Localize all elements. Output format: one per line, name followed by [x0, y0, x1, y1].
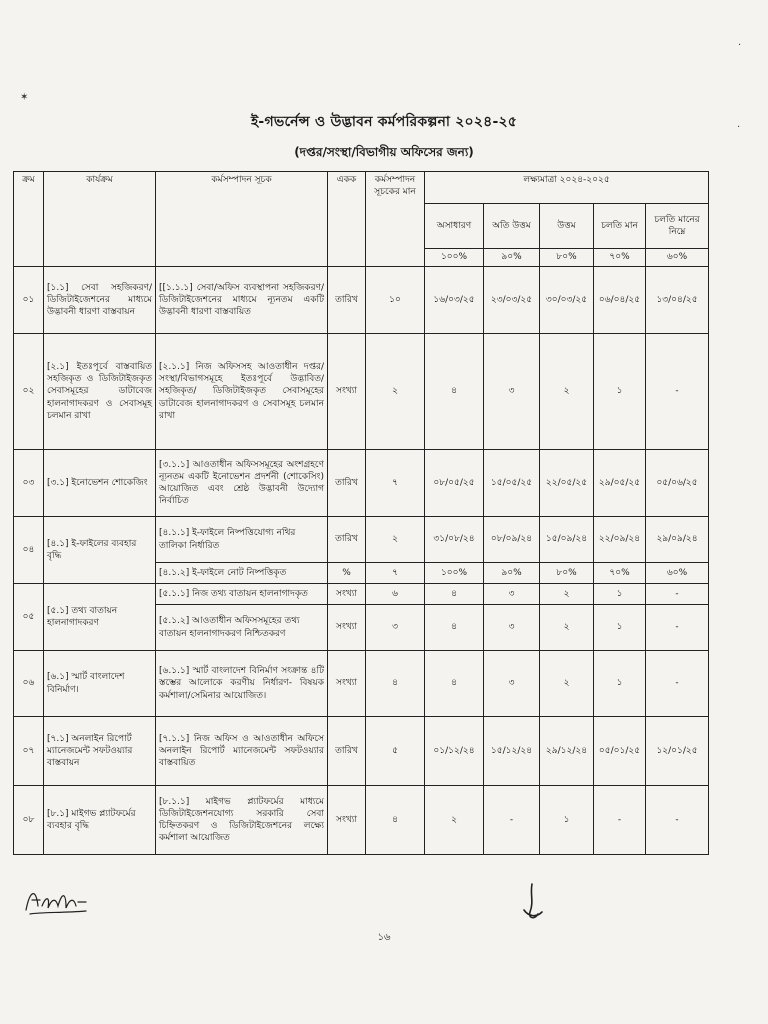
table-row: [14, 651, 709, 717]
cell-target: ৪: [425, 651, 484, 717]
cell-target: ২২/০৯/২৪: [594, 517, 646, 563]
cell-target: ০১/১২/২৪: [425, 717, 484, 786]
cell-target: ৪: [425, 605, 484, 651]
cell-value: ৪: [366, 651, 425, 717]
cell-target: -: [484, 786, 540, 855]
cell-indicator: [৪.১.২] ই-ফাইলে নোট নিষ্পত্তিকৃত: [156, 563, 328, 584]
cell-target: ১৫/১২/২৪: [484, 717, 540, 786]
cell-target: ২: [540, 584, 594, 605]
cell-target: ৩: [484, 334, 540, 450]
ink-speck: ·: [738, 40, 742, 51]
cell-value: ৩: [366, 605, 425, 651]
cell-target: ৬০%: [646, 563, 709, 584]
cell-indicator: [৭.১.১] নিজ অফিস ও আওতাধীন অফিসে অনলাইন রিপোর্ট ম্যানেজমেন্ট সফটওয়্যার বাস্তবায়িত: [156, 717, 328, 786]
table-row: [14, 334, 709, 450]
cell-indicator: [৮.১.১] মাইগভ প্ল্যাটফর্মের মাধ্যমে ডিজিটাইজেশনযোগ্য সরকারি সেবা চিহ্নিতকরণ ও ডিজিটাইজেশনের লক্ষ্যে কর্মশালা আয়োজিত: [156, 786, 328, 855]
cell-target: ১৫/০৫/২৫: [484, 450, 540, 517]
header-pct: ১০০%: [425, 249, 484, 267]
action-plan-table: [13, 171, 709, 855]
cell-target: ১৩/০৪/২৫: [646, 267, 709, 334]
header-unit: একক: [328, 172, 366, 267]
cell-unit: তারিখ: [328, 717, 366, 786]
cell-target: ১: [594, 334, 646, 450]
page-number: ১৬: [377, 932, 391, 943]
cell-target: ২২/০৫/২৫: [540, 450, 594, 517]
cell-activity: [৮.১] মাইগভ প্ল্যাটফর্মের ব্যবহার বৃদ্ধি: [44, 786, 156, 855]
cell-unit: তারিখ: [328, 517, 366, 563]
cell-value: ২: [366, 517, 425, 563]
handwritten-signature: [22, 880, 92, 920]
cell-target: ১২/০১/২৫: [646, 717, 709, 786]
cell-target: ৩: [484, 651, 540, 717]
cell-target: ২৯/০৫/২৫: [594, 450, 646, 517]
cell-target: ২: [540, 334, 594, 450]
cell-target: ০৫/০৬/২৫: [646, 450, 709, 517]
header-indicator: কর্মসম্পাদন সূচক: [156, 172, 328, 267]
cell-activity: [৩.১] ইনোভেশন শোকেজিং: [44, 450, 156, 517]
cell-indicator: [২.১.১] নিজ অফিসসহ আওতাধীন দপ্তর/সংস্থা/বিভাগসমূহে ইতঃপূর্বে উদ্ভাবিত/সহজিকৃত/ ডিজিটাইজকৃত সেবাসমূহের ডাটাবেজ হালনাগাদকরণ ও সেবাসমূহ চলমান রাখা: [156, 334, 328, 450]
table-row: [14, 517, 709, 563]
header-target-below-current: চলতি মানের নিম্নে: [646, 204, 709, 249]
cell-target: ১: [594, 584, 646, 605]
header-activity: কার্যক্রম: [44, 172, 156, 267]
cell-target: -: [646, 584, 709, 605]
cell-unit: %: [328, 563, 366, 584]
header-pct: ৬০%: [646, 249, 709, 267]
cell-serial: ০১: [14, 267, 44, 334]
cell-indicator: [৩.১.১] আওতাধীন অফিসসমূহের অংশগ্রহণে ন্যূনতম একটি ইনোভেশন প্রদর্শনী (শোকেসিং) আয়োজিত এবং শ্রেষ্ঠ উদ্ভাবনী উদ্যোগ নির্বাচিত: [156, 450, 328, 517]
cell-target: ৯০%: [484, 563, 540, 584]
cell-indicator: [[১.১.১] সেবা/অফিস ব্যবস্থাপনা সহজিকরণ/ডিজিটাইজেশনের মাধ্যমে ন্যূনতম একটি উদ্ভাবনী ধারণা বাস্তবায়িত: [156, 267, 328, 334]
cell-activity: [১.১] সেবা সহজিকরণ/ ডিজিটাইজেশনের মাধ্যমে উদ্ভাবনী ধারণা বাস্তবায়ন: [44, 267, 156, 334]
cell-target: -: [646, 651, 709, 717]
cell-target: ০৮/০৯/২৪: [484, 517, 540, 563]
header-pct: ৯০%: [484, 249, 540, 267]
ink-speck: ·: [737, 122, 741, 133]
cell-unit: সংখ্যা: [328, 651, 366, 717]
cell-target: ১: [594, 651, 646, 717]
cell-unit: তারিখ: [328, 450, 366, 517]
header-target-exceptional: অসাধারণ: [425, 204, 484, 249]
cell-value: ২: [366, 334, 425, 450]
header-target-very-good: অতি উত্তম: [484, 204, 540, 249]
cell-serial: ০৫: [14, 584, 44, 651]
cell-value: ১০: [366, 267, 425, 334]
cell-target: ২: [540, 605, 594, 651]
cell-target: ২: [540, 651, 594, 717]
cell-unit: সংখ্যা: [328, 786, 366, 855]
cell-target: ৩০/০৩/২৫: [540, 267, 594, 334]
cell-target: ২৯/১২/২৪: [540, 717, 594, 786]
table-row: [14, 584, 709, 605]
cell-serial: ০২: [14, 334, 44, 450]
cell-serial: ০৭: [14, 717, 44, 786]
cell-serial: ০৪: [14, 517, 44, 584]
cell-target: -: [646, 334, 709, 450]
cell-unit: সংখ্যা: [328, 605, 366, 651]
cell-indicator: [৬.১.১] স্মার্ট বাংলাদেশ বিনির্মাণ সংক্রান্ত ৪টি স্তম্ভের আলোকে করণীয় নির্ধারণ- বিষয়ক কর্মশালা/সেমিনার আয়োজিত।: [156, 651, 328, 717]
cell-value: ৬: [366, 584, 425, 605]
cell-value: ৭: [366, 563, 425, 584]
cell-target: ১৫/০৯/২৪: [540, 517, 594, 563]
cell-indicator: [৫.১.১] নিজ তথ্য বাতায়ন হালনাগাদকৃত: [156, 584, 328, 605]
cell-activity: [৬.১] স্মার্ট বাংলাদেশ বিনির্মাণ।: [44, 651, 156, 717]
cell-target: ১০০%: [425, 563, 484, 584]
document-subtitle: (দপ্তর/সংস্থা/বিভাগীয় অফিসের জন্য): [294, 145, 474, 159]
cell-target: ৩: [484, 584, 540, 605]
cell-target: ৩: [484, 605, 540, 651]
cell-target: ১: [594, 605, 646, 651]
ink-speck: ✶: [20, 92, 29, 103]
cell-target: ২: [425, 786, 484, 855]
cell-value: ৪: [366, 786, 425, 855]
cell-target: ৩১/০৮/২৪: [425, 517, 484, 563]
handwritten-initial: [518, 882, 546, 924]
cell-target: ৪: [425, 334, 484, 450]
cell-target: ০৫/০১/২৫: [594, 717, 646, 786]
cell-target: ২৩/০৩/২৫: [484, 267, 540, 334]
cell-value: ৫: [366, 717, 425, 786]
header-pct: ৭০%: [594, 249, 646, 267]
cell-activity: [৫.১] তথ্য বাতায়ন হালনাগাদকরণ: [44, 584, 156, 651]
cell-target: ২৯/০৯/২৪: [646, 517, 709, 563]
cell-target: -: [646, 605, 709, 651]
header-serial: ক্রম: [14, 172, 44, 267]
table-row: [14, 717, 709, 786]
cell-target: -: [646, 786, 709, 855]
cell-activity: [৪.১] ই-ফাইলের ব্যবহার বৃদ্ধি: [44, 517, 156, 584]
header-target-current: চলতি মান: [594, 204, 646, 249]
cell-activity: [৭.১] অনলাইন রিপোর্ট ম্যানেজমেন্ট সফটওয়্যার বাস্তবায়ন: [44, 717, 156, 786]
header-target-group: লক্ষ্যমাত্রা ২০২৪-২০২৫: [425, 172, 709, 204]
cell-target: ১৬/০৩/২৫: [425, 267, 484, 334]
cell-target: ৪: [425, 584, 484, 605]
cell-serial: ০৬: [14, 651, 44, 717]
table-row: [14, 786, 709, 855]
document-title: ই-গভর্নেন্স ও উদ্ভাবন কর্মপরিকল্পনা ২০২৪-২৫: [250, 114, 518, 130]
cell-serial: ০৮: [14, 786, 44, 855]
header-pct: ৮০%: [540, 249, 594, 267]
cell-indicator: [৪.১.১] ই-ফাইলে নিষ্পত্তিযোগ্য নথির তালিকা নির্ধারিত: [156, 517, 328, 563]
cell-indicator: [৫.১.২] আওতাধীন অফিসসমূহের তথ্য বাতায়ন হালনাগাদকরণ নিশ্চিতকরণ: [156, 605, 328, 651]
cell-target: ১: [540, 786, 594, 855]
table-row: [14, 267, 709, 334]
cell-unit: সংখ্যা: [328, 584, 366, 605]
cell-activity: [২.১] ইতঃপূর্বে বাস্তবায়িত সহজিকৃত ও ডিজিটাইজকৃত সেবাসমূহের ডাটাবেজ হালনাগাদকরণ ও সেবাসমূহ চলমান রাখা: [44, 334, 156, 450]
header-indicator-value: কর্মসম্পাদন সূচকের মান: [366, 172, 425, 267]
cell-target: ০৬/০৪/২৫: [594, 267, 646, 334]
cell-serial: ০৩: [14, 450, 44, 517]
cell-target: ০৮/০৫/২৫: [425, 450, 484, 517]
cell-target: ৭০%: [594, 563, 646, 584]
header-target-good: উত্তম: [540, 204, 594, 249]
cell-value: ৭: [366, 450, 425, 517]
cell-unit: তারিখ: [328, 267, 366, 334]
cell-target: ৮০%: [540, 563, 594, 584]
cell-unit: সংখ্যা: [328, 334, 366, 450]
table-row: [14, 450, 709, 517]
cell-target: -: [594, 786, 646, 855]
